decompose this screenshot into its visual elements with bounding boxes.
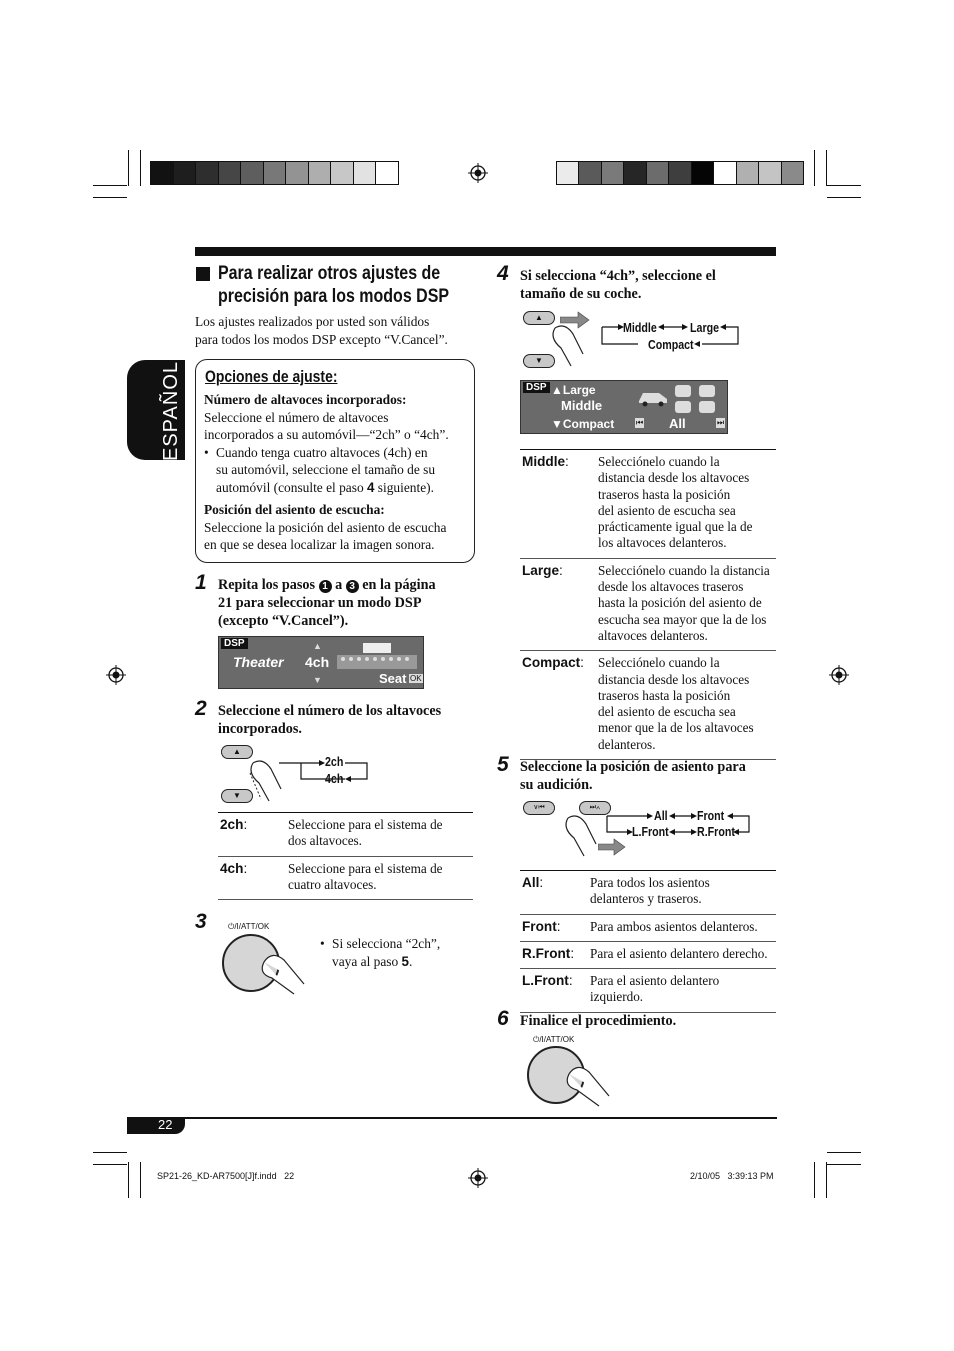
lcd-mode: Theater [233, 654, 284, 670]
bottom-rule [127, 1117, 777, 1119]
lcd-prev-icon: ⏮ [636, 418, 644, 427]
table-row [218, 813, 473, 857]
step3-note-text: . [408, 953, 413, 969]
option-desc [588, 941, 776, 968]
lcd-ok: OK [410, 674, 422, 683]
step2-options-table [218, 812, 473, 900]
bullet-text [204, 444, 474, 497]
step1-line-text: a [331, 577, 346, 593]
option-desc-line: izquierdo. [590, 989, 644, 1005]
step5-text [520, 758, 746, 794]
intro-line: Los ajustes realizados por usted son válidos [195, 314, 430, 329]
term-colon: : [559, 562, 563, 578]
option-desc-line: distancia desde los altavoces [598, 671, 750, 687]
lcd-down-arrow-icon: ▼ [551, 417, 563, 431]
crop-mark [826, 150, 827, 186]
option-desc-line: del asiento de escucha sea [598, 502, 736, 518]
table-row [520, 651, 776, 760]
term-colon: : [243, 817, 248, 832]
term-colon: : [556, 918, 561, 934]
circled-number: 1 [319, 580, 332, 593]
option-term-text: Large [522, 562, 560, 578]
option-large: Large [690, 320, 720, 335]
step1-line-text: en la página [358, 577, 436, 593]
seat-title: Posición del asiento de escucha: [204, 502, 385, 517]
option-term [520, 914, 588, 941]
language-side-tab-label: ESPAÑOL [160, 361, 182, 461]
finger-press-icon [563, 1062, 613, 1108]
step1-line-text: Repita los pasos [218, 577, 319, 593]
lcd-up-arrow-icon: ▲ [551, 383, 563, 397]
down-button[interactable]: ▼ [523, 354, 555, 368]
option-desc [286, 856, 473, 900]
option-desc-line: Selecciónelo cuando la distancia [598, 562, 770, 578]
option-desc-line: distancia desde los altavoces [598, 470, 750, 486]
options-heading: Opciones de ajuste: [205, 367, 338, 386]
crop-mark [140, 1162, 141, 1198]
crop-mark [827, 1164, 861, 1165]
option-desc-line: del asiento de escucha sea [598, 704, 736, 720]
option-desc-line: altavoces delanteros. [598, 627, 708, 643]
lcd-theater-icon [333, 641, 421, 671]
option-term-text: Front [522, 918, 557, 934]
option-term-text: Compact [522, 655, 581, 671]
step1-text [218, 576, 436, 630]
crop-mark [814, 1162, 815, 1198]
bullet-line-text: siguiente). [374, 479, 434, 495]
option-4ch: 4ch [325, 771, 344, 786]
dsp-lcd-display [218, 636, 424, 689]
option-middle: Middle [623, 320, 657, 335]
step-number: 2 [195, 697, 207, 720]
term-colon: : [565, 454, 569, 469]
crop-mark [93, 197, 127, 198]
step6-text: Finalice el procedimiento. [520, 1013, 677, 1029]
step3-note-line [320, 935, 440, 953]
lcd-seat: Seat [379, 671, 407, 686]
step3-note-text: Si selecciona “2ch”, [332, 936, 441, 951]
step-number: 6 [497, 1007, 509, 1030]
term-colon: : [243, 860, 248, 876]
option-desc-line: Selecciónelo cuando la [598, 655, 720, 671]
step-ref: 5 [401, 953, 409, 969]
option-term [520, 871, 588, 915]
crop-mark [128, 1162, 129, 1198]
lcd-large-text: Large [562, 383, 596, 397]
option-2ch: 2ch [325, 754, 344, 769]
crop-mark [93, 1152, 127, 1153]
speakers-title: Número de altavoces incorporados: [204, 392, 407, 407]
crop-mark [827, 185, 861, 186]
option-term-text: 2ch [220, 817, 244, 832]
step3-note [320, 935, 440, 970]
step1-line: 21 para seleccionar un modo DSP [218, 595, 422, 611]
finger-press-icon [258, 950, 308, 996]
option-desc-line: hasta la posición del asiento de [598, 595, 762, 611]
finger-press-icon [560, 810, 600, 860]
crop-mark [93, 1164, 127, 1165]
step2-text [218, 702, 441, 738]
option-term [520, 969, 588, 1013]
lcd-car-icon [637, 387, 669, 407]
option-desc [588, 871, 776, 915]
up-button[interactable]: ▲ [221, 745, 253, 759]
crop-mark [827, 1152, 861, 1153]
option-lfront: L.Front [632, 824, 669, 839]
crop-mark [814, 150, 815, 186]
bullet-line [216, 479, 474, 497]
option-desc [588, 969, 776, 1013]
footer-file: SP21-26_KD-AR7500[J]f.indd 22 [157, 1171, 295, 1181]
term-colon: : [570, 945, 575, 961]
footer-date: 2/10/05 3:39:13 PM [690, 1171, 774, 1181]
option-compact: Compact [648, 337, 694, 352]
options-content [204, 391, 474, 554]
lcd-ch: 4ch [305, 654, 330, 670]
option-desc-line: Seleccione para el sistema de [288, 817, 443, 832]
seat-text: en que se desea localizar la imagen sonora. [204, 537, 435, 552]
crop-mark [93, 185, 127, 186]
lcd-seats-icon [671, 383, 721, 415]
lcd-all: All [669, 416, 686, 431]
option-desc-line: traseros hasta la posición [598, 687, 731, 703]
option-desc [596, 450, 776, 559]
step5-line: su audición. [520, 777, 593, 793]
step-number: 3 [195, 910, 207, 933]
table-row [520, 450, 776, 559]
option-desc-line: Para el asiento delantero [590, 973, 720, 989]
term-colon: : [539, 875, 544, 890]
table-row [520, 914, 776, 941]
step4-options-table [520, 449, 776, 760]
option-desc-line: Para ambos asientos delanteros. [590, 918, 758, 934]
step2-line: Seleccione el número de los altavoces [218, 703, 442, 719]
option-desc-line: los altavoces delanteros. [598, 535, 727, 551]
option-rfront: R.Front [697, 824, 735, 839]
step-ref: 4 [367, 479, 375, 495]
size-lcd-display [520, 380, 728, 434]
option-desc [286, 813, 473, 857]
step-number: 5 [497, 753, 509, 776]
option-desc-line: Para todos los asientos [590, 875, 710, 890]
option-desc-line: delanteros y traseros. [590, 891, 702, 907]
option-term-text: L.Front [522, 973, 569, 989]
speakers-text: incorporados a su automóvil—“2ch” o “4ch”. [204, 427, 449, 442]
lcd-compact [551, 417, 614, 431]
option-term [520, 450, 596, 559]
registration-mark-icon [106, 665, 126, 685]
next-button[interactable]: ⏭∧ [579, 801, 611, 815]
bullet-line-text: automóvil (consulte el paso [216, 479, 367, 495]
option-term [218, 856, 286, 900]
option-front: Front [697, 808, 725, 823]
section-title-line: precisión para los modos DSP [218, 285, 450, 307]
option-term [520, 941, 588, 968]
step2-line: incorporados. [218, 721, 302, 737]
step3-note-line [320, 953, 440, 971]
option-term-text: Middle [522, 454, 566, 469]
lcd-middle: Middle [561, 398, 603, 413]
option-desc-line: Selecciónelo cuando la [598, 454, 720, 469]
down-button[interactable]: ▼ [221, 789, 253, 803]
section-bullet-icon [196, 267, 210, 281]
table-row [218, 856, 473, 900]
option-desc-line: Seleccione para el sistema de [288, 860, 443, 876]
option-term-text: All [522, 875, 540, 890]
option-all: All [654, 808, 668, 823]
bullet-line: Cuando tenga cuatro altavoces (4ch) en [216, 444, 428, 460]
option-desc-line: menor que la de los altavoces [598, 720, 754, 736]
circled-number: 3 [346, 580, 359, 593]
step3-note-text: vaya al paso [332, 953, 402, 969]
option-desc-line: prácticamente igual que la de [598, 519, 753, 535]
bullet-dot: • [320, 936, 325, 951]
term-colon: : [580, 655, 584, 671]
option-desc-line: delanteros. [598, 736, 656, 752]
seat-text: Seleccione la posición del asiento de escucha [204, 519, 447, 535]
option-desc-line: dos altavoces. [288, 833, 362, 849]
crop-mark [128, 150, 129, 186]
section-title [218, 262, 449, 308]
option-term-text: 4ch [220, 860, 244, 876]
table-row [520, 941, 776, 968]
color-bar-right [556, 161, 804, 185]
crop-mark [826, 1162, 827, 1198]
step4-line: tamaño de su coche. [520, 286, 642, 302]
up-button[interactable]: ▲ [523, 311, 555, 325]
step5-line: Seleccione la posición de asiento para [520, 759, 746, 775]
direction-arrow-icon [560, 311, 590, 329]
lcd-compact-text: Compact [562, 417, 615, 431]
crop-mark [140, 150, 141, 186]
step5-options-table [520, 870, 776, 1013]
table-row [520, 558, 776, 650]
page-number-tab [127, 1118, 185, 1134]
option-term [520, 558, 596, 650]
option-desc [596, 558, 776, 650]
table-row [520, 969, 776, 1013]
option-term-text: R.Front [522, 945, 571, 961]
option-desc-line: escucha sea mayor que la de los [598, 611, 767, 627]
bullet-dot: • [204, 444, 209, 460]
step-number: 4 [497, 262, 509, 285]
lcd-large [551, 383, 596, 397]
option-desc [588, 914, 776, 941]
step-number: 1 [195, 571, 207, 594]
section-title-line: Para realizar otros ajustes de [218, 262, 441, 284]
direction-arrow-icon [598, 838, 626, 856]
option-term [218, 813, 286, 857]
option-desc [596, 651, 776, 760]
lcd-down-arrow-icon: ▼ [313, 675, 322, 685]
option-desc-line: cuatro altavoces. [288, 876, 377, 892]
option-desc-line: desde los altavoces traseros [598, 579, 744, 595]
button-label: ⏻/I/ATT/OK [228, 922, 270, 931]
step4-text [520, 267, 716, 303]
registration-mark-icon [829, 665, 849, 685]
prev-button[interactable]: ∨⏮ [523, 801, 555, 815]
registration-mark-icon [468, 163, 488, 183]
option-desc-line: traseros hasta la posición [598, 486, 731, 502]
button-label: ⏻/I/ATT/OK [533, 1035, 575, 1044]
bullet-line: su automóvil, seleccione el tamaño de su [216, 462, 436, 477]
registration-mark-icon [468, 1168, 488, 1188]
step1-line [218, 576, 436, 594]
crop-mark [827, 197, 861, 198]
table-row [520, 871, 776, 915]
option-term [520, 651, 596, 760]
term-colon: : [568, 973, 573, 989]
lcd-up-arrow-icon: ▲ [313, 641, 322, 651]
lcd-tag: DSP [523, 382, 550, 393]
lcd-tag: DSP [221, 638, 248, 649]
page-number: 22 [158, 1117, 173, 1132]
step4-line: Si selecciona “4ch”, seleccione el [520, 268, 716, 284]
speakers-text: Seleccione el número de altavoces [204, 409, 389, 425]
lcd-next-icon: ⏭ [717, 418, 725, 427]
intro-line: para todos los modos DSP excepto “V.Cancel”. [195, 331, 448, 347]
section-intro [195, 313, 448, 348]
step1-line: (excepto “V.Cancel”). [218, 613, 349, 629]
option-desc-line: Para el asiento delantero derecho. [590, 945, 768, 961]
top-rule [195, 247, 776, 256]
color-bar-left [150, 161, 399, 185]
